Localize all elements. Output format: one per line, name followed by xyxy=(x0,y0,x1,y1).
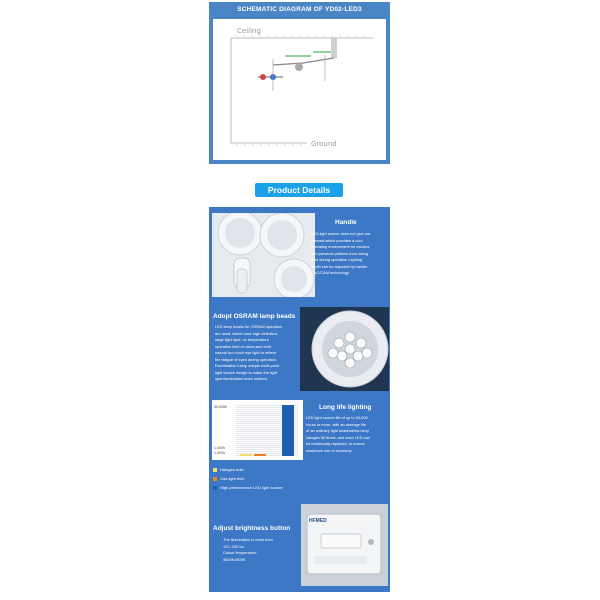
lifetime-chart xyxy=(212,400,303,460)
handle-text-line: and prevents patients from losing xyxy=(311,250,369,256)
handle-title: Handle xyxy=(335,219,357,226)
ceiling-hatch xyxy=(235,35,366,38)
arm-1 xyxy=(303,58,334,63)
ground-hatch xyxy=(235,143,302,146)
handle-text-line: CAC/CAM technology. xyxy=(311,270,350,275)
control-panel-photo xyxy=(301,504,388,586)
osram-text-line: spot illumination more uniform. xyxy=(215,376,268,381)
brightness-title: Adjust brightness button xyxy=(213,525,291,532)
ceiling-label: Ceiling xyxy=(237,27,261,35)
osram-text-line: LED lamp beads for OSRAM operation xyxy=(215,324,283,329)
product-details-panel xyxy=(209,207,390,592)
handle-text-line: fluid during operation.Lighting xyxy=(311,257,363,262)
tick-label-1: 1,000h xyxy=(214,446,225,450)
handle-photo-illustration xyxy=(212,213,315,297)
brightness-text-line: Colour temperature xyxy=(223,550,257,555)
osram-text-line: operation field of vision,and emit xyxy=(215,343,271,349)
osram-text-line: natural too much eye light to relieve xyxy=(215,350,277,355)
brightness-text-line: 4500K±500K xyxy=(223,556,246,562)
schematic-drawing-area xyxy=(213,19,386,160)
control-panel-illustration xyxy=(301,504,388,586)
legend-item-gas xyxy=(213,476,282,481)
osram-photo-illustration xyxy=(300,307,389,391)
osram-text-line: are used, which have high definition, xyxy=(215,330,278,336)
lamp-head-1 xyxy=(260,74,266,80)
handle-text xyxy=(311,231,387,277)
brand-label: HFMED xyxy=(309,518,327,524)
tick-label-0: 50,000h xyxy=(214,405,227,409)
legend-item-led xyxy=(213,485,282,490)
product-details-label: Product Details xyxy=(255,183,343,197)
bar-0 xyxy=(240,454,252,456)
longlife-text-line: hours or more, with an average life xyxy=(306,421,366,427)
longlife-text-line: of an ordinary light shadowless lamp xyxy=(306,428,369,433)
ground-label: Ground xyxy=(311,140,337,148)
brightness-text xyxy=(223,537,303,563)
handle-text-line: depth can be adjusted by handle xyxy=(311,263,368,269)
chart-legend xyxy=(213,467,282,490)
brightness-text-line: 120, 000 lux xyxy=(223,543,245,549)
handle-text-line: operating environment for doctors, xyxy=(311,244,371,249)
osram-text-line: Examination Lamp adopts multi-point xyxy=(215,363,280,368)
brightness-text-line: The illumination is more than xyxy=(223,537,273,542)
osram-text-line: large light spot, no temperature xyxy=(215,337,269,342)
longlife-text-line: maximum use of economy. xyxy=(306,447,353,453)
osram-text xyxy=(215,324,303,383)
handle-text-line: infrared,which provides a cool xyxy=(311,237,363,243)
longlife-text-line: halogen 50 times, and each LED can xyxy=(306,434,370,440)
legend-swatch xyxy=(213,477,217,481)
handle-photo xyxy=(212,213,315,297)
longlife-text-line: LED light source life of up to 50,000 xyxy=(306,415,368,420)
longlife-text xyxy=(306,415,388,454)
lamp-joint xyxy=(295,63,303,71)
dimension-green-2 xyxy=(313,51,331,53)
osram-text-line: the fatigue of eyes during operation. xyxy=(215,356,278,362)
handle-text-line: LED light source does not give out xyxy=(311,231,371,236)
legend-swatch xyxy=(213,486,217,490)
lifetime-chart-svg xyxy=(212,400,303,460)
osram-photo xyxy=(300,307,389,391)
ceiling-mount xyxy=(331,38,337,58)
tick-label-2: 1,000h xyxy=(214,451,225,455)
osram-title: Adopt OSRAM lamp beads xyxy=(213,313,296,320)
legend-item-halogen xyxy=(213,467,282,472)
dimension-green-1 xyxy=(285,55,311,57)
legend-swatch xyxy=(213,468,217,472)
schematic-diagram-panel xyxy=(209,2,390,164)
bar-2 xyxy=(282,405,294,456)
schematic-title: SCHEMATIC DIAGRAM OF YD02-LED3 xyxy=(237,6,362,13)
osram-text-line: light source design to make the light xyxy=(215,369,278,375)
legend-label: Halogen bulb xyxy=(220,467,244,472)
bar-1 xyxy=(254,454,266,456)
schematic-drawing xyxy=(213,19,386,160)
legend-label: Gas light bulb xyxy=(220,476,245,481)
legend-label: High-performance LED light source xyxy=(220,485,283,490)
longlife-text-line: be individually replaced, to ensure xyxy=(306,441,365,446)
longlife-title: Long life lighting xyxy=(319,404,372,411)
